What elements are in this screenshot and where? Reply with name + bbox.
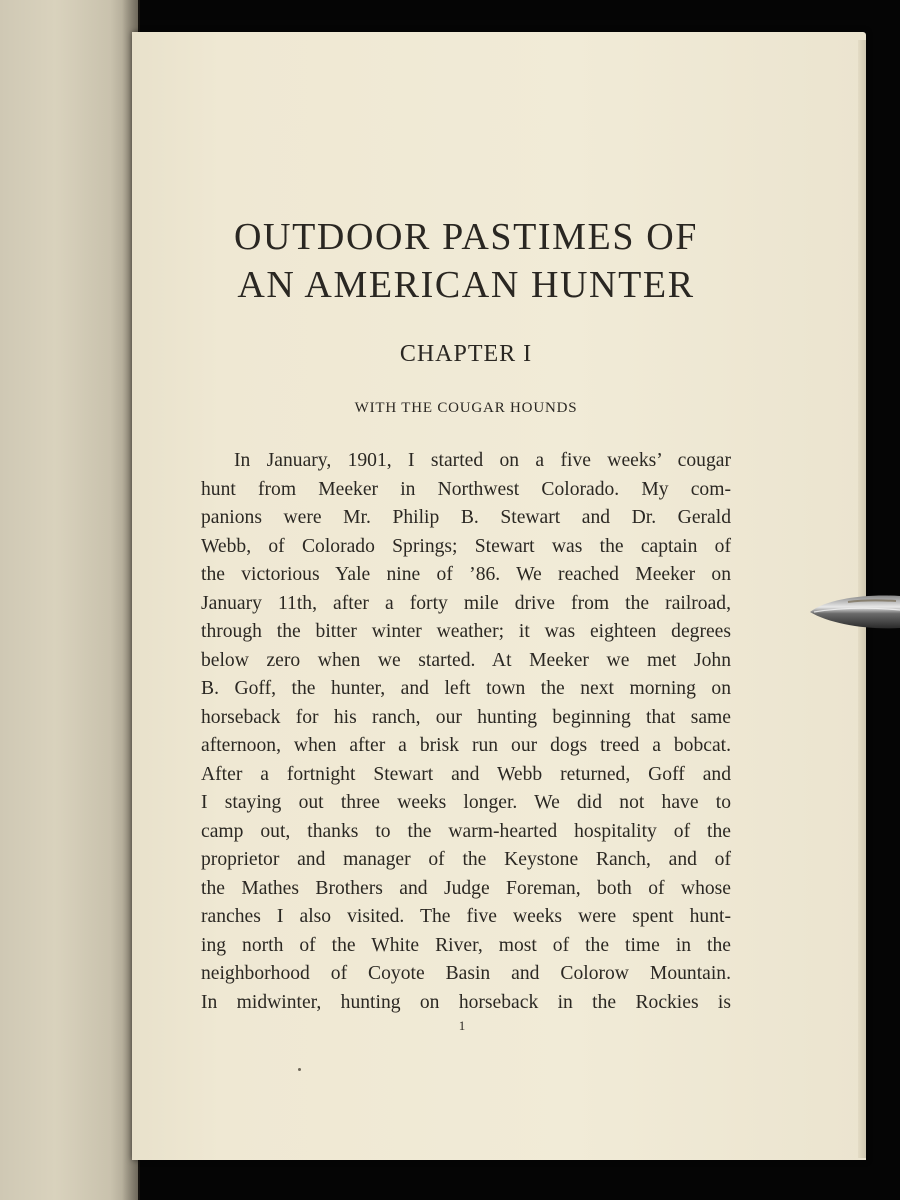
body-text-line: neighborhood of Coyote Basin and Colorow Mountain. — [201, 963, 731, 984]
body-text-line: B. Goff, the hunter, and left town the next morning on — [201, 678, 731, 699]
left-page-edge — [0, 0, 138, 1200]
body-text-line: the Mathes Brothers and Judge Foreman, both of whose — [201, 877, 731, 899]
chapter-heading: CHAPTER I — [399, 341, 533, 367]
body-text-line: ranches I also visited. The five weeks were spent hunt- — [201, 906, 731, 927]
book-title-line: OUTDOOR PASTIMES OF — [234, 216, 698, 258]
body-text-line: January 11th, after a forty mile drive from the railroad, — [201, 592, 731, 614]
page-number: 1 — [458, 1018, 466, 1033]
chapter-body-text — [201, 447, 731, 1017]
body-text-line: hunt from Meeker in Northwest Colorado. My com- — [201, 478, 731, 500]
body-text-line: In January, 1901, I started on a five weeks’ cougar — [234, 450, 731, 471]
body-text-line: Webb, of Colorado Springs; Stewart was the captain of — [201, 535, 731, 557]
body-text-line: horseback for his ranch, our hunting beginning that same — [201, 706, 731, 728]
body-text-line: below zero when we started. At Meeker we met John — [201, 649, 731, 671]
body-text-line: In midwinter, hunting on horseback in the Rockies is — [201, 991, 731, 1013]
body-text-line: After a fortnight Stewart and Webb returned, Goff and — [201, 763, 731, 785]
body-text-line: ing north of the White River, most of the time in the — [201, 934, 731, 956]
body-text-line: camp out, thanks to the warm-hearted hospitality of the — [201, 820, 731, 842]
body-text-line: through the bitter winter weather; it was eighteen degrees — [201, 621, 731, 642]
body-text-line: proprietor and manager of the Keystone Ranch, and of — [201, 849, 731, 870]
body-text-line: afternoon, when after a brisk run our dogs treed a bobcat. — [201, 735, 731, 756]
paper-speck — [298, 1068, 301, 1071]
body-text-line: I staying out three weeks longer. We did not have to — [201, 792, 731, 813]
book-title-line: AN AMERICAN HUNTER — [237, 264, 695, 306]
chapter-subtitle: WITH THE COUGAR HOUNDS — [354, 400, 578, 416]
metal-page-marker-icon — [808, 590, 900, 634]
body-text-line: panions were Mr. Philip B. Stewart and Dr. Gerald — [201, 507, 731, 528]
body-text-line: the victorious Yale nine of ’86. We reached Meeker on — [201, 564, 731, 585]
book-title — [200, 213, 732, 309]
